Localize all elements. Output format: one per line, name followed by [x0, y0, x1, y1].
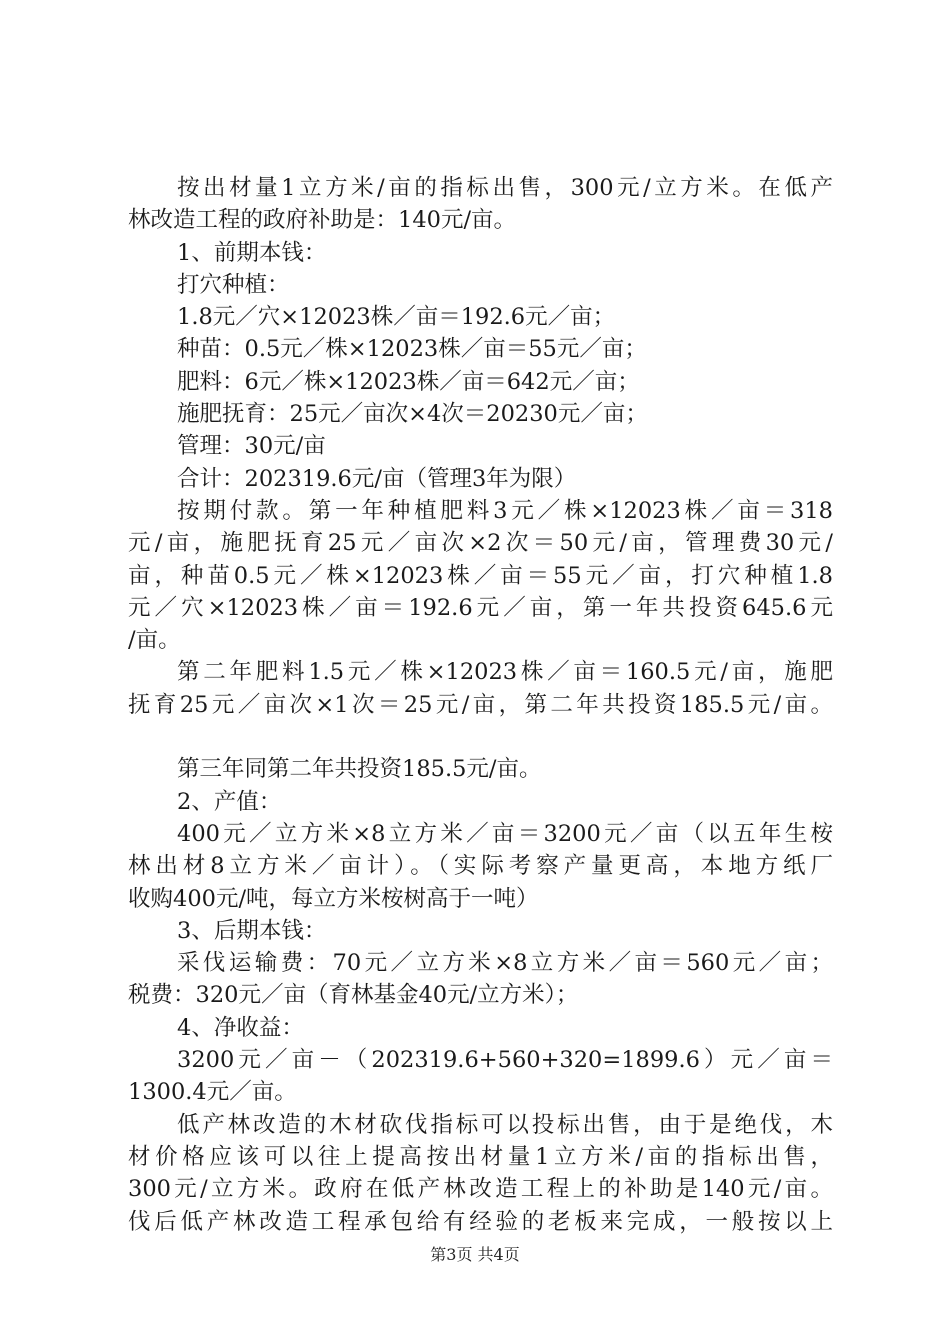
paragraph-line: /亩。 — [128, 627, 181, 654]
paragraph-line: 低产林改造的木材砍伐指标可以投标出售，由于是绝伐，木 — [177, 1111, 833, 1138]
paragraph-line: 亩，种苗0.5元／株×12023株／亩＝55元／亩，打穴种植1.8 — [128, 562, 833, 589]
paragraph-line: 林出材8立方米／亩计）。（实际考察产量更高，本地方纸厂 — [128, 853, 833, 880]
paragraph-line: 按出材量1立方米/亩的指标出售，300元/立方米。在低产 — [177, 175, 833, 201]
section-heading: 4、净收益： — [177, 1014, 304, 1041]
blank-line — [128, 721, 833, 753]
paragraph-line: 按期付款。第一年种植肥料3元／株×12023株／亩＝318 — [177, 497, 833, 524]
paragraph-line: 采伐运输费：70元／立方米×8立方米／亩＝560元／亩； — [177, 950, 833, 977]
page-number-footer: 第3页 共4页 — [430, 1245, 520, 1264]
paragraph-line: 3200元／亩－（202319.6+560+320=1899.6）元／亩＝ — [177, 1047, 833, 1074]
paragraph-line: 伐后低产林改造工程承包给有经验的老板来完成，一般按以上 — [128, 1208, 833, 1235]
section-heading: 1、前期本钱： — [177, 239, 327, 266]
paragraph-line: 1300.4元／亩。 — [128, 1079, 297, 1106]
paragraph-line: 肥料：6元／株×12023株／亩＝642元／亩； — [177, 368, 640, 395]
paragraph-line: 税费：320元／亩（育林基金40元/立方米）； — [128, 982, 579, 1009]
paragraph-line: 合计：202319.6元/亩（管理3年为限） — [177, 465, 577, 492]
paragraph-line: 300元/立方米。政府在低产林改造工程上的补助是140元/亩。 — [128, 1176, 833, 1203]
paragraph-line: 林改造工程的政府补助是：140元/亩。 — [128, 207, 517, 234]
paragraph-line: 第三年同第二年共投资185.5元/亩。 — [177, 756, 542, 783]
paragraph-line: 材价格应该可以往上提高按出材量1立方米/亩的指标出售， — [128, 1143, 833, 1170]
paragraph-line: 第二年肥料1.5元／株×12023株／亩＝160.5元/亩，施肥 — [177, 659, 833, 686]
paragraph-line: 400元／立方米×8立方米／亩＝3200元／亩（以五年生桉 — [177, 820, 833, 847]
paragraph-line: 施肥抚育：25元／亩次×4次＝20230元／亩； — [177, 401, 648, 428]
paragraph-line: 打穴种植： — [177, 271, 290, 298]
paragraph-line: 元／穴×12023株／亩＝192.6元／亩，第一年共投资645.6元 — [128, 594, 833, 621]
paragraph-line: 种苗：0.5元／株×12023株／亩＝55元／亩； — [177, 336, 647, 363]
paragraph-line: 元/亩，施肥抚育25元／亩次×2次＝50元/亩，管理费30元/ — [128, 530, 833, 557]
document-body — [128, 172, 833, 1238]
section-heading: 3、后期本钱： — [177, 917, 327, 944]
section-heading: 2、产值： — [177, 788, 282, 815]
paragraph-line: 抚育25元／亩次×1次＝25元/亩，第二年共投资185.5元/亩。 — [128, 691, 833, 718]
paragraph-line: 收购400元/吨，每立方米桉树高于一吨） — [128, 885, 539, 912]
paragraph-line: 1.8元／穴×12023株／亩＝192.6元／亩； — [177, 304, 616, 331]
paragraph-line: 管理：30元/亩 — [177, 433, 326, 460]
